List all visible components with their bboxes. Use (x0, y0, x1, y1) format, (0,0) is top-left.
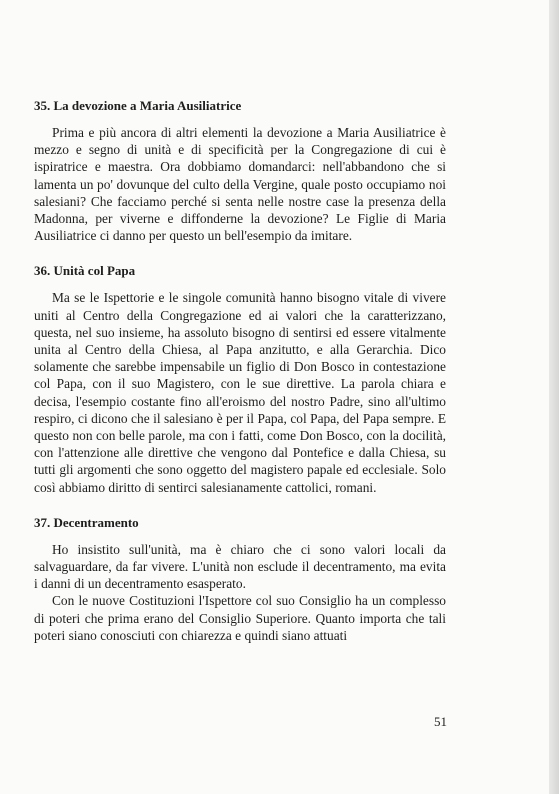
page-number: 51 (434, 714, 447, 729)
paragraph: Con le nuove Costituzioni l'Ispettore col suo Consiglio ha un complesso di poteri che prima erano del Consiglio Superiore. Quanto importa che tali poteri siano conosciuti con chiarezza e quindi siano attuati (34, 593, 446, 643)
section-heading: 37. Decentramento (34, 514, 139, 530)
section-37 (34, 515, 446, 644)
section-heading: 36. Unità col Papa (34, 263, 136, 279)
section-35 (34, 98, 446, 244)
section-heading: 35. La devozione a Maria Ausiliatrice (34, 98, 242, 113)
section-36 (34, 263, 446, 495)
page-body (34, 98, 446, 663)
paragraph: Ma se le Ispettorie e le singole comunità hanno bisogno vitale di vivere uniti al Centro della Congregazione ed ai valori che la caratterizzano, questa, nel suo insieme, ha assoluto bisogno di sentirsi ed essere vitalmente unita al Centro della Chiesa, al Papa anzitutto, e alla Gerarchia. Dico solamente che sarebbe impensabile un figlio di Don Bosco in contestazione col Papa, con il suo Magistero, con le sue direttive. La parola chiara e decisa, l'esempio costante fino all'eroismo del nostro Padre, sino all'ultimo respiro, ci dicono che il salesiano è per il Papa, col Papa, del Papa sempre. E questo non con belle parole, ma con i fatti, come Don Bosco, con la docilità, con l'attenzione alle direttive che vengono dal Pontefice e dalla Chiesa, su tutti gli argomenti che sono oggetto del magistero papale ed ecclesiale. Solo così abbiamo diritto di sentirci salesianamente cattolici, romani. (34, 290, 446, 495)
paragraph: Ho insistito sull'unità, ma è chiaro che ci sono valori locali da salvaguardare, da far vivere. L'unità non esclude il decentramento, ma evita i danni di un decentramento esasperato. (34, 541, 446, 592)
paragraph: Prima e più ancora di altri elementi la devozione a Maria Ausiliatrice è mezzo e segno di unità e di specificità per la Congregazione di cui è ispiratrice e maestra. Ora dobbiamo domandarci: nell'abbandono che si lamenta un po' dovunque del culto della Vergine, quale posto occupiamo noi salesiani? Che facciamo perché si senta nelle nostre case la presenza della Madonna, per viverne e diffonderne la devozione? Le Figlie di Maria Ausiliatrice ci danno per questo un bell'esempio da imitare. (34, 125, 446, 244)
page-edge-shadow (549, 0, 559, 794)
